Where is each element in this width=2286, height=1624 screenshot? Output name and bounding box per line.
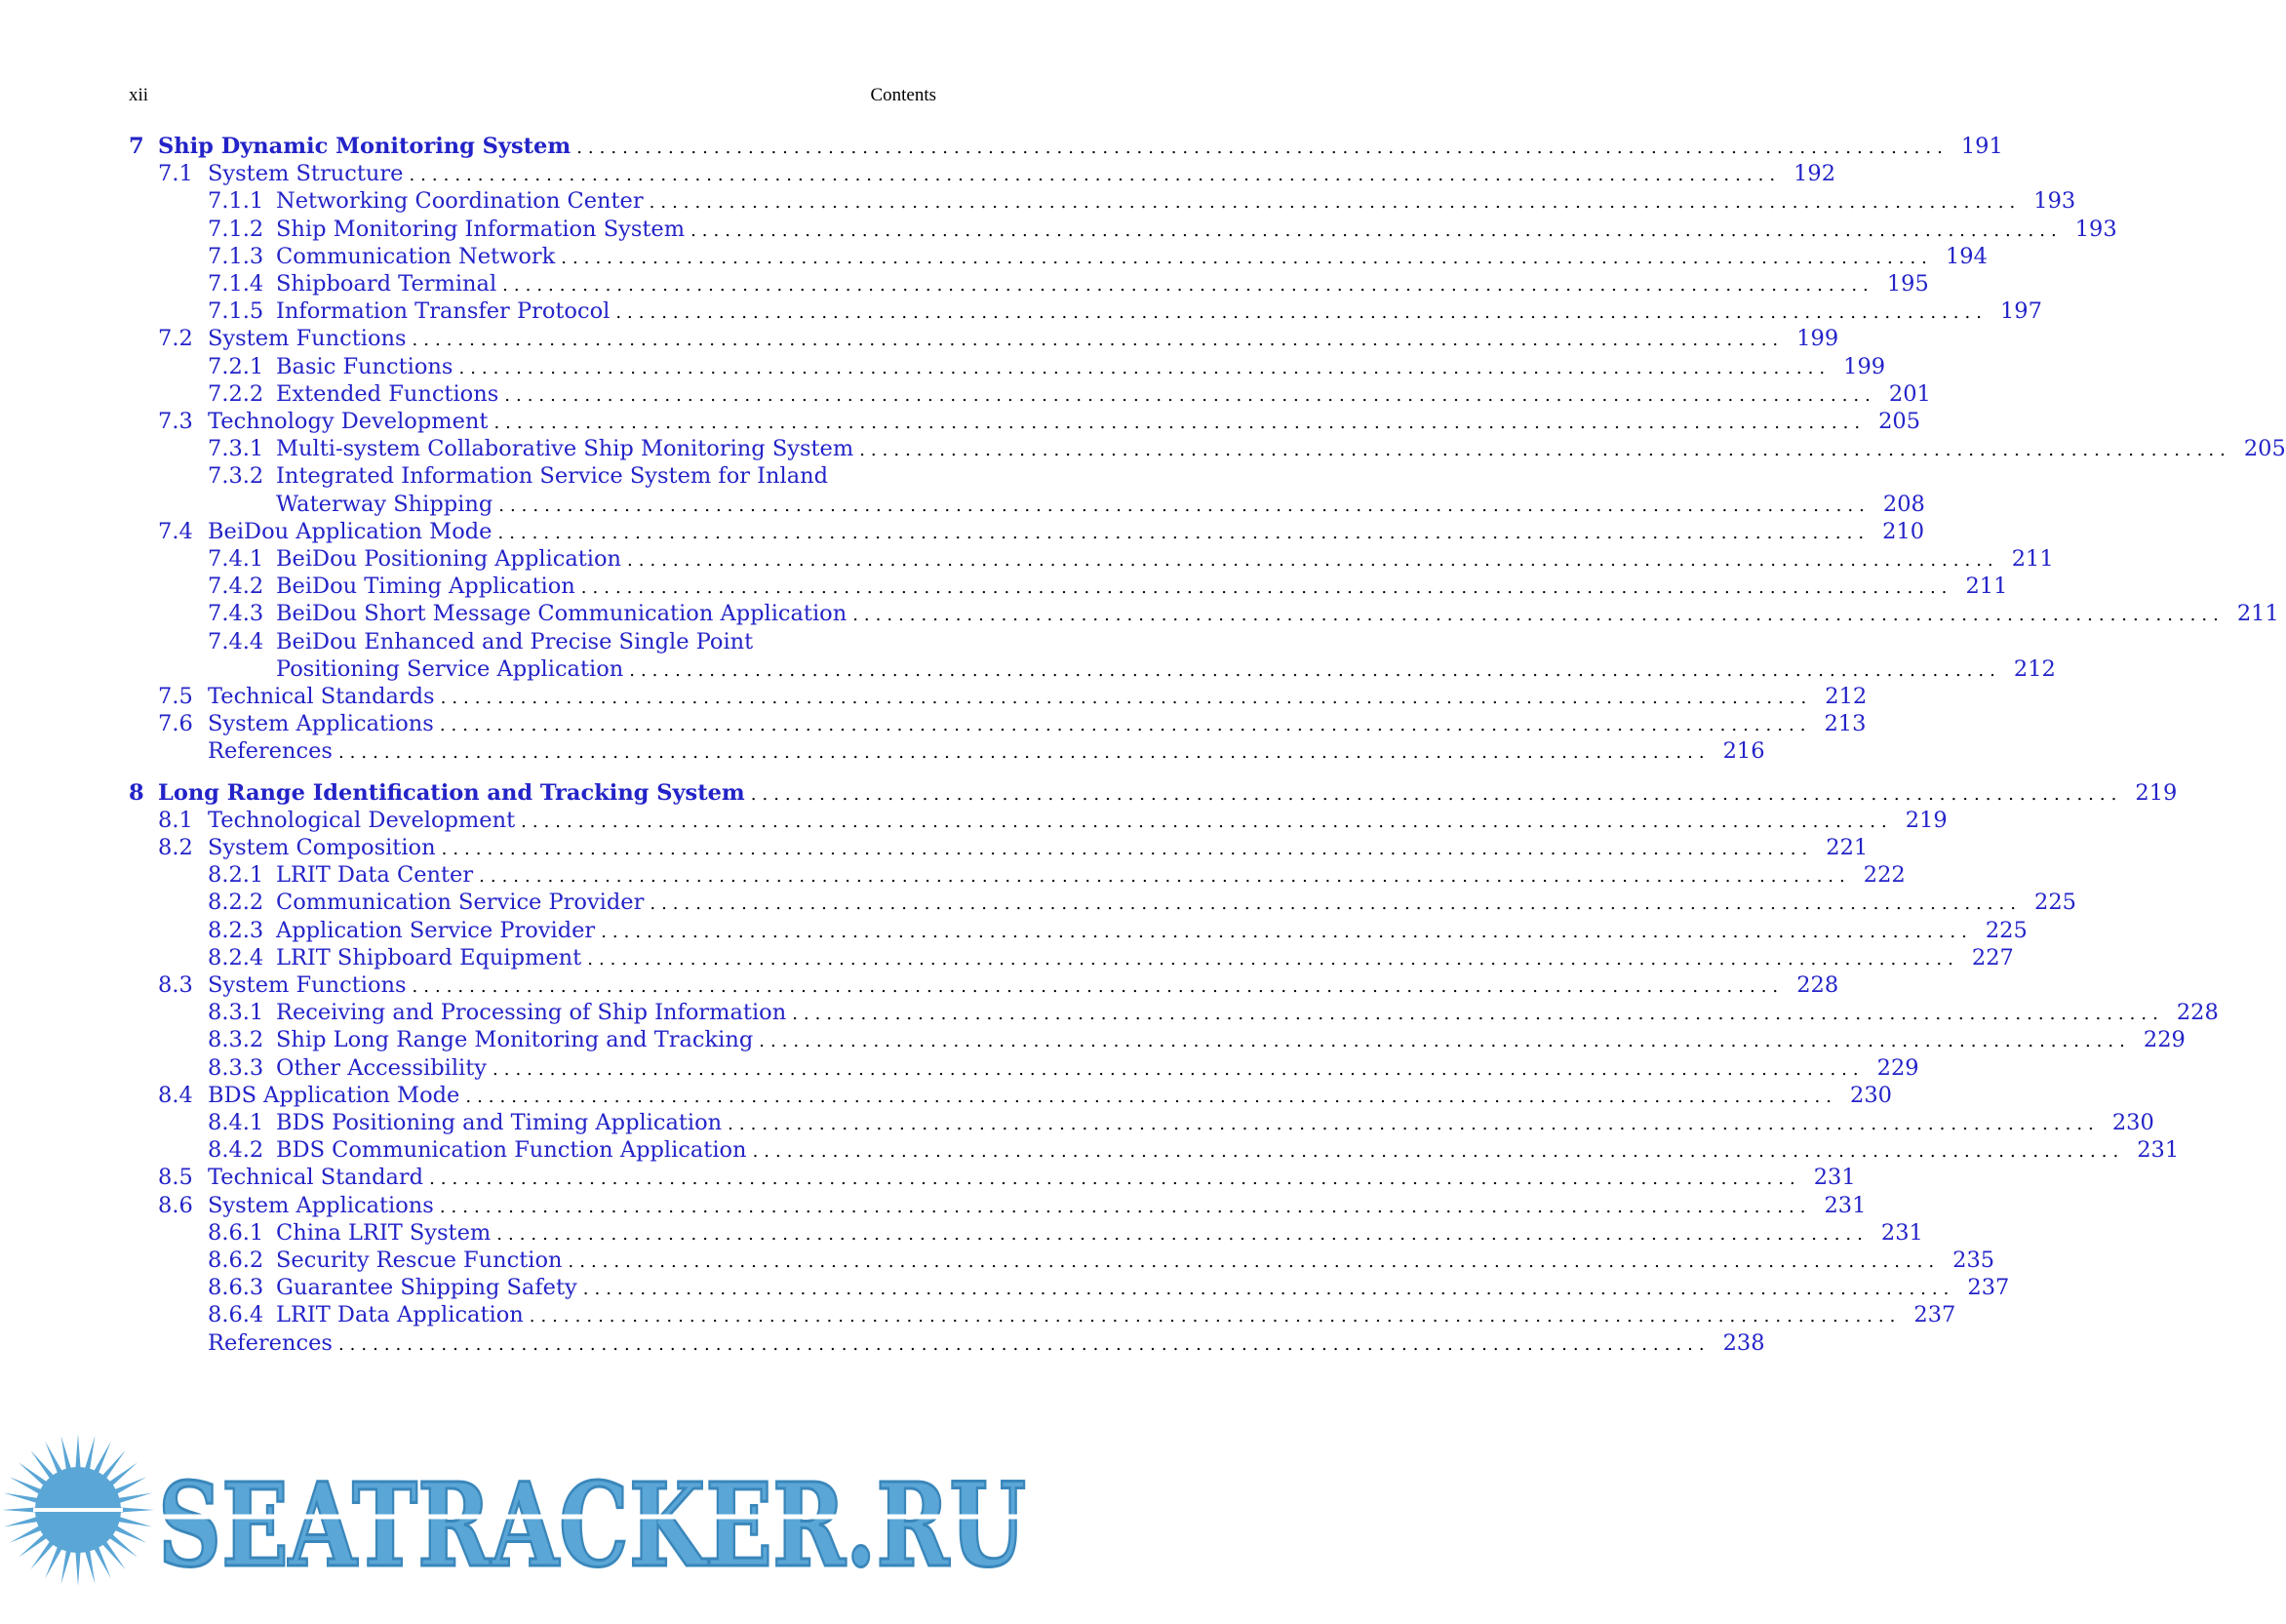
- toc-title: Communication Network: [276, 243, 561, 270]
- toc-title: Networking Coordination Center: [276, 187, 650, 215]
- dot-leader: ........................................................................................................................: [337, 1333, 1711, 1355]
- toc-number: 7.4.2: [208, 574, 264, 600]
- toc-page-number: 193: [2033, 188, 2076, 215]
- dot-leader: ........................................................................................................................: [629, 659, 2001, 681]
- toc-subsection[interactable]: [129, 889, 2076, 916]
- toc-title: System Composition: [208, 834, 442, 861]
- dot-leader: ........................................................................................................................: [649, 192, 2022, 214]
- toc-page-number: 205: [1878, 409, 1921, 434]
- toc-title: LRIT Shipboard Equipment: [276, 944, 587, 971]
- toc-number: 8.2.1: [208, 862, 264, 889]
- dot-leader: ........................................................................................................................: [587, 948, 1959, 970]
- dot-leader: ........................................................................................................................: [627, 550, 1999, 571]
- toc-page-number: 235: [1952, 1248, 1995, 1273]
- dot-leader: ........................................................................................................................: [690, 219, 2063, 241]
- toc-title: System Structure: [208, 160, 409, 187]
- page-label: xii: [129, 85, 149, 105]
- dot-leader: ........................................................................................................................: [582, 1279, 1955, 1300]
- dot-leader: ........................................................................................................................: [412, 976, 1785, 997]
- toc-number: 7.3.2: [208, 463, 264, 490]
- toc-page-number: 219: [2135, 779, 2178, 806]
- toc-page-number: 231: [1813, 1165, 1856, 1191]
- toc-section[interactable]: [129, 408, 1921, 435]
- dot-leader: ........................................................................................................................: [493, 413, 1867, 433]
- toc-number: 7.2.2: [208, 380, 264, 407]
- toc-title: Communication Service Provider: [276, 889, 650, 916]
- toc-subsection[interactable]: [129, 297, 2042, 325]
- toc-page-number: 191: [1960, 134, 2003, 159]
- sunburst-icon: [2, 1434, 154, 1586]
- toc-title: Security Rescue Function: [276, 1247, 569, 1274]
- dot-leader: ........................................................................................................................: [561, 247, 1933, 268]
- dot-leader: ........................................................................................................................: [750, 783, 2123, 805]
- toc-subsection[interactable]: [129, 243, 1988, 270]
- sun-ray: [75, 1549, 81, 1586]
- toc-section[interactable]: [129, 518, 1925, 545]
- toc-number: 8.6.1: [208, 1219, 264, 1246]
- toc-subsection[interactable]: [129, 1054, 1919, 1082]
- toc-subsection[interactable]: [129, 628, 936, 655]
- toc-page-number: 197: [1999, 298, 2042, 325]
- toc-page-number: 192: [1793, 161, 1836, 187]
- toc-page-number: 229: [2143, 1027, 2186, 1053]
- toc-number: 7.4.1: [208, 546, 264, 572]
- sun-ray: [4, 1516, 41, 1526]
- toc-page-number: 225: [2034, 890, 2076, 916]
- toc-page-number: 229: [1876, 1054, 1919, 1081]
- sun-ray: [4, 1493, 41, 1504]
- toc-subsection[interactable]: [129, 545, 2054, 573]
- dot-leader: ........................................................................................................................: [439, 1196, 1812, 1217]
- toc-continuation[interactable]: [129, 491, 1925, 518]
- dot-leader: ........................................................................................................................: [439, 715, 1812, 736]
- dot-leader: ........................................................................................................................: [498, 495, 1871, 516]
- toc-title: Integrated Information Service System for Inland: [276, 462, 834, 490]
- toc-title: BeiDou Positioning Application: [276, 545, 627, 573]
- toc-number: 8.2: [158, 835, 193, 860]
- dot-leader: ........................................................................................................................: [580, 577, 1953, 599]
- toc-number: 7.1.4: [208, 271, 264, 297]
- toc-subsection[interactable]: [129, 1136, 2180, 1164]
- toc-title: Ship Dynamic Monitoring System: [158, 133, 576, 160]
- sun-ray: [115, 1493, 152, 1504]
- toc-title: Multi-system Collaborative Ship Monitoring System: [276, 435, 859, 462]
- toc-number: 7.4: [158, 518, 193, 544]
- toc-page-number: 199: [1796, 326, 1839, 352]
- toc-page-number: 228: [1796, 972, 1839, 998]
- dot-leader: ........................................................................................................................: [759, 1031, 2131, 1052]
- toc-subsection[interactable]: [129, 1247, 1995, 1274]
- toc-page-number: 219: [1905, 807, 1948, 833]
- toc-page-number: 211: [1965, 574, 2008, 600]
- toc-title: BDS Positioning and Timing Application: [276, 1109, 728, 1136]
- toc-title: Guarantee Shipping Safety: [276, 1274, 583, 1301]
- toc-section[interactable]: [129, 1082, 1892, 1109]
- toc-title: BDS Application Mode: [208, 1082, 465, 1109]
- toc-section[interactable]: [129, 325, 1839, 352]
- toc-title: References: [208, 737, 338, 765]
- toc-title: Long Range Identification and Tracking System: [158, 779, 751, 807]
- toc-subsection[interactable]: [129, 944, 2014, 971]
- toc-page-number: 212: [1825, 684, 1868, 709]
- toc-number: 8.5: [158, 1165, 193, 1191]
- dot-leader: ........................................................................................................................: [752, 1141, 2125, 1163]
- toc-section[interactable]: [129, 1329, 1765, 1357]
- dot-leader: ........................................................................................................................: [852, 605, 2225, 626]
- toc-number: 8.6: [158, 1192, 193, 1218]
- sun-ray: [61, 1547, 72, 1584]
- toc-subsection[interactable]: [129, 380, 1931, 408]
- sun-ray: [61, 1436, 72, 1473]
- toc-title: BeiDou Enhanced and Precise Single Point: [276, 628, 759, 655]
- dot-leader: ........................................................................................................................: [792, 1004, 2164, 1025]
- toc-page-number: 237: [1967, 1275, 2010, 1301]
- dot-leader: ........................................................................................................................: [465, 1086, 1837, 1107]
- toc-number: 8.2.4: [208, 944, 264, 970]
- toc-continuation[interactable]: [129, 655, 2056, 683]
- toc-title-continuation: Positioning Service Application: [276, 655, 629, 683]
- toc-number: 8.3.2: [208, 1027, 264, 1053]
- toc-page-number: 227: [1971, 944, 2014, 970]
- toc-title: Technical Standard: [208, 1164, 429, 1191]
- toc-page-number: 213: [1824, 711, 1867, 737]
- toc-page-number: 208: [1882, 491, 1925, 517]
- toc-number: 7.5: [158, 684, 193, 709]
- toc-subsection[interactable]: [129, 1301, 1956, 1328]
- toc-title: Application Service Provider: [276, 917, 601, 944]
- toc-subsection[interactable]: [129, 187, 2076, 215]
- toc-number: 8.6.3: [208, 1275, 264, 1301]
- toc-section[interactable]: [129, 834, 1869, 861]
- dot-leader: ........................................................................................................................: [496, 1223, 1869, 1245]
- toc-number: 8.4.1: [208, 1110, 264, 1135]
- sun-ray: [115, 1516, 152, 1526]
- dot-leader: ........................................................................................................................: [502, 275, 1874, 296]
- toc-section[interactable]: [129, 160, 1836, 187]
- toc-number: 8.6.4: [208, 1302, 264, 1328]
- toc-page-number: 194: [1945, 243, 1988, 269]
- toc-title-continuation: Waterway Shipping: [276, 491, 498, 518]
- watermark-text: SEATRACKER.RU: [158, 1457, 1026, 1593]
- section-title: Contents: [870, 85, 936, 105]
- toc-title: China LRIT System: [276, 1219, 496, 1247]
- dot-leader: ........................................................................................................................: [441, 839, 1814, 859]
- dot-leader: ........................................................................................................................: [409, 165, 1782, 186]
- toc-section[interactable]: [129, 807, 1948, 834]
- toc-number: 8.2.3: [208, 917, 264, 943]
- toc-page-number: 231: [1880, 1219, 1923, 1246]
- toc-page-number: 237: [1913, 1302, 1956, 1328]
- dot-leader: ........................................................................................................................: [412, 330, 1785, 351]
- toc-chapter[interactable]: [129, 779, 2178, 807]
- toc-number: 8.4.2: [208, 1137, 264, 1164]
- toc-number: 7.2: [158, 326, 193, 352]
- dot-leader: ........................................................................................................................: [576, 138, 1949, 158]
- toc-page-number: 205: [2243, 436, 2286, 462]
- toc-page-number: 222: [1863, 862, 1906, 889]
- toc-number: 7.3: [158, 409, 193, 434]
- toc-page-number: 221: [1826, 835, 1869, 860]
- toc-number: 7.1.2: [208, 216, 264, 242]
- dot-leader: ........................................................................................................................: [493, 1058, 1865, 1080]
- toc-section[interactable]: [129, 683, 1868, 710]
- dot-leader: ........................................................................................................................: [429, 1168, 1801, 1190]
- toc-title: Ship Long Range Monitoring and Tracking: [276, 1026, 759, 1053]
- toc-page-number: 231: [2137, 1137, 2180, 1164]
- toc-number: 8.3: [158, 972, 193, 998]
- toc-title: System Functions: [208, 971, 413, 999]
- toc-title: BeiDou Timing Application: [276, 573, 581, 600]
- toc-page-number: 211: [2011, 546, 2054, 572]
- toc-chapter[interactable]: [129, 133, 2003, 160]
- dot-leader: ........................................................................................................................: [337, 742, 1711, 764]
- toc-subsection[interactable]: [129, 270, 1929, 297]
- toc-number: 7.1.5: [208, 298, 264, 325]
- toc-title: Shipboard Terminal: [276, 270, 502, 297]
- toc-title: Ship Monitoring Information System: [276, 216, 690, 243]
- toc-number: 7: [129, 134, 144, 159]
- toc-number: 7.4.4: [208, 628, 264, 654]
- toc-title: BeiDou Application Mode: [208, 518, 497, 545]
- toc-subsection[interactable]: [129, 353, 1886, 380]
- toc-title: BDS Communication Function Application: [276, 1136, 753, 1164]
- toc-title: References: [208, 1329, 338, 1357]
- toc-page-number: 199: [1843, 353, 1886, 379]
- dot-leader: ........................................................................................................................: [521, 811, 1893, 832]
- dot-leader: ........................................................................................................................: [479, 866, 1851, 888]
- sun-ray: [75, 1434, 81, 1471]
- toc-page-number: 210: [1882, 518, 1925, 544]
- toc-page-number: 193: [2074, 216, 2117, 242]
- dot-leader: ........................................................................................................................: [650, 893, 2022, 915]
- dot-leader: ........................................................................................................................: [615, 302, 1988, 324]
- toc-subsection[interactable]: [129, 573, 2008, 600]
- toc-title: Technological Development: [208, 807, 521, 834]
- toc-number: 7.1.1: [208, 188, 264, 215]
- toc-subsection[interactable]: [129, 1219, 1923, 1247]
- toc-number: 8.4: [158, 1082, 193, 1108]
- toc-subsection[interactable]: [129, 1026, 2186, 1053]
- toc-subsection[interactable]: [129, 1274, 2010, 1301]
- toc-page-number: 212: [2013, 655, 2056, 682]
- toc-number: 7.6: [158, 711, 193, 737]
- sun-ray: [84, 1547, 95, 1584]
- toc-title: LRIT Data Application: [276, 1301, 530, 1328]
- toc-number: 8: [129, 779, 144, 806]
- toc-section[interactable]: [129, 1164, 1856, 1191]
- toc-page-number: 211: [2236, 601, 2279, 627]
- toc-section[interactable]: [129, 971, 1839, 999]
- dot-leader: ........................................................................................................................: [497, 522, 1871, 543]
- toc-title: Receiving and Processing of Ship Information: [276, 999, 792, 1026]
- dot-leader: ........................................................................................................................: [458, 357, 1832, 378]
- toc-number: 8.6.2: [208, 1248, 264, 1273]
- toc-number: 7.2.1: [208, 353, 264, 379]
- toc-page-number: 195: [1886, 271, 1929, 297]
- dot-leader: ........................................................................................................................: [529, 1306, 1902, 1327]
- toc-number: 7.4.3: [208, 601, 264, 627]
- dot-leader: ........................................................................................................................: [601, 921, 1973, 942]
- toc-title: Other Accessibility: [276, 1054, 493, 1082]
- toc-subsection[interactable]: [129, 600, 2279, 627]
- toc-number: 8.2.2: [208, 890, 264, 916]
- toc-page-number: 216: [1722, 738, 1765, 765]
- toc-number: 8.3.1: [208, 1000, 264, 1026]
- toc-subsection[interactable]: [129, 861, 1906, 889]
- dot-leader: ........................................................................................................................: [568, 1251, 1941, 1272]
- toc-subsection[interactable]: [129, 1109, 2154, 1136]
- toc-section[interactable]: [129, 710, 1867, 737]
- toc-title: Technical Standards: [208, 683, 441, 710]
- toc-title: Technology Development: [208, 408, 493, 435]
- toc-subsection[interactable]: [129, 216, 2117, 243]
- toc-title: System Applications: [208, 1192, 440, 1219]
- toc-page-number: 228: [2176, 1000, 2219, 1026]
- toc-number: 7.1.3: [208, 243, 264, 269]
- running-head: [129, 84, 936, 107]
- dot-leader: ........................................................................................................................: [859, 440, 2231, 461]
- toc-number: 8.1: [158, 807, 193, 833]
- toc-subsection[interactable]: [129, 462, 936, 490]
- toc-number: 7.3.1: [208, 436, 264, 462]
- toc-title: Information Transfer Protocol: [276, 297, 615, 325]
- toc-number: 7.1: [158, 161, 193, 187]
- dot-leader: ........................................................................................................................: [728, 1114, 2100, 1134]
- toc-title: BeiDou Short Message Communication Application: [276, 600, 852, 627]
- toc-subsection[interactable]: [129, 435, 2286, 462]
- toc-page-number: 201: [1888, 380, 1931, 407]
- toc-subsection[interactable]: [129, 917, 2028, 944]
- toc-subsection[interactable]: [129, 999, 2219, 1026]
- dot-leader: ........................................................................................................................: [440, 688, 1813, 708]
- toc-number: 8.3.3: [208, 1054, 264, 1081]
- toc-page-number: 230: [2111, 1110, 2154, 1135]
- toc-section[interactable]: [129, 737, 1765, 765]
- dot-leader: ........................................................................................................................: [504, 384, 1876, 406]
- toc-page-number: 230: [1850, 1082, 1892, 1108]
- toc-page-number: 231: [1824, 1192, 1867, 1218]
- toc-section[interactable]: [129, 1192, 1867, 1219]
- toc-title: System Functions: [208, 325, 413, 352]
- toc-title: Extended Functions: [276, 380, 504, 408]
- watermark: [0, 1380, 1053, 1624]
- toc-title: System Applications: [208, 710, 440, 737]
- toc-title: LRIT Data Center: [276, 861, 479, 889]
- toc-title: Basic Functions: [276, 353, 458, 380]
- sun-ray: [84, 1436, 95, 1473]
- toc-page-number: 238: [1722, 1329, 1765, 1356]
- toc-page-number: 225: [1985, 917, 2028, 943]
